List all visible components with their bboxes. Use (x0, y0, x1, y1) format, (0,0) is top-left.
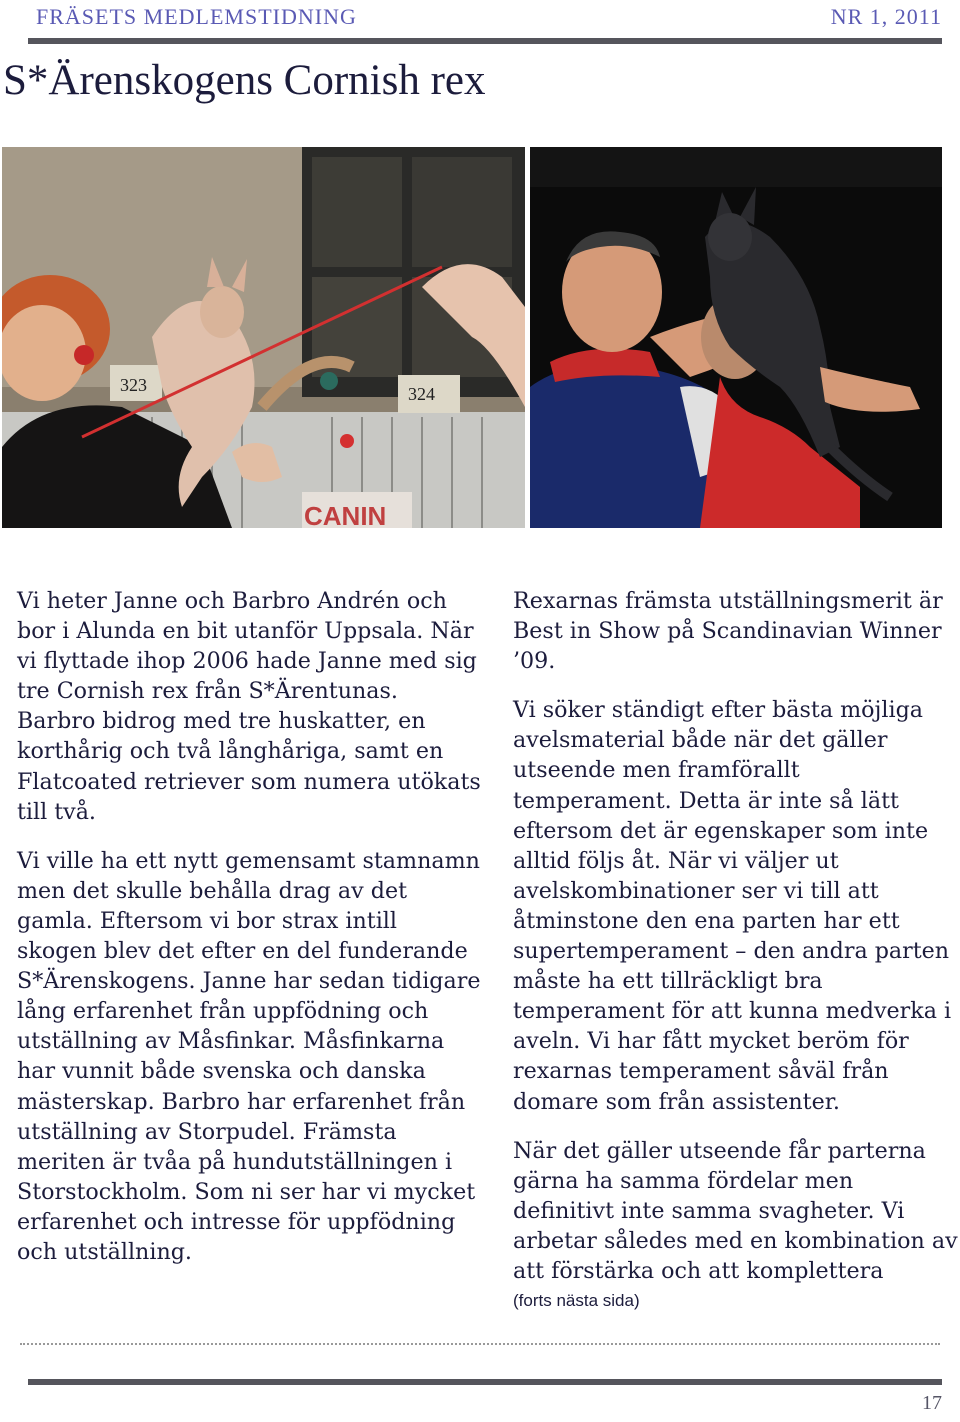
paragraph: Vi söker ständigt efter bästa möjliga avelsmaterial både när det gäller utseende men framförallt temperament. Detta är inte så lätt eftersom det är egenskaper som inte alltid följs åt. När vi väljer ut avelskombinationer ser vi till att åtminstone den ena parten har ett supertemperament – den andra parten måste ha ett tillräckligt bra temperament för att kunna medverka i aveln. Vi har fått mycket beröm för rexarnas temperament såväl från domare som från assistenter. (513, 697, 952, 1115)
paragraph-text: När det gäller utseende får parterna gärna ha samma fördelar men definitivt inte samma svagheter. Vi arbetar således med en kombination av att förstärka och att komplettera (513, 1137, 958, 1284)
photo-cat-show-judging (2, 147, 525, 528)
banner-text: CANIN (304, 501, 387, 528)
paragraph: Vi heter Janne och Barbro Andrén och bor i Alunda en bit utanför Uppsala. När vi flyttade ihop 2006 hade Janne med sig tre Cornish rex från S*Ärentunas. Barbro bidrog med tre huskatter, en korthårig och två långhåriga, samt en Flatcoated retriever som numera utökats till två. (17, 588, 481, 825)
article-title: S*Ärenskogens Cornish rex (3, 57, 486, 104)
article-column-right (513, 586, 960, 1312)
cage-number-323: 323 (120, 375, 147, 395)
top-rule (28, 38, 942, 44)
dotted-divider (20, 1343, 940, 1345)
paragraph: Vi ville ha ett nytt gemensamt stamnamn men det skulle behålla drag av det gamla. Eftersom vi bor strax intill skogen blev det efter en del funderande S*Ärenskogens. Janne har sedan tidigare lång erfarenhet från uppfödning och utställning av Måsfinkar. Måsfinkarna har vunnit både svenska och danska mästerskap. Barbro har erfarenhet från utställning av Storpudel. Främsta meriten är tvåa på hundutställningen i Storstockholm. Som ni ser har vi mycket erfarenhet och intresse för uppfödning och utställning. (17, 847, 481, 1265)
article-column-left (17, 586, 482, 1286)
running-header (36, 4, 942, 32)
paragraph (513, 1136, 960, 1312)
issue-label: NR 1, 2011 (830, 4, 942, 29)
page-number: 17 (922, 1392, 942, 1414)
continued-note: (forts nästa sida) (513, 1291, 640, 1311)
photo-man-holding-cat (530, 147, 942, 528)
publication-name: FRÄSETS MEDLEMSTIDNING (36, 4, 357, 29)
bottom-rule (28, 1379, 942, 1385)
paragraph: Rexarnas främsta utställningsmerit är Best in Show på Scandinavian Winner ’09. (513, 588, 943, 675)
cage-number-324: 324 (408, 384, 435, 404)
